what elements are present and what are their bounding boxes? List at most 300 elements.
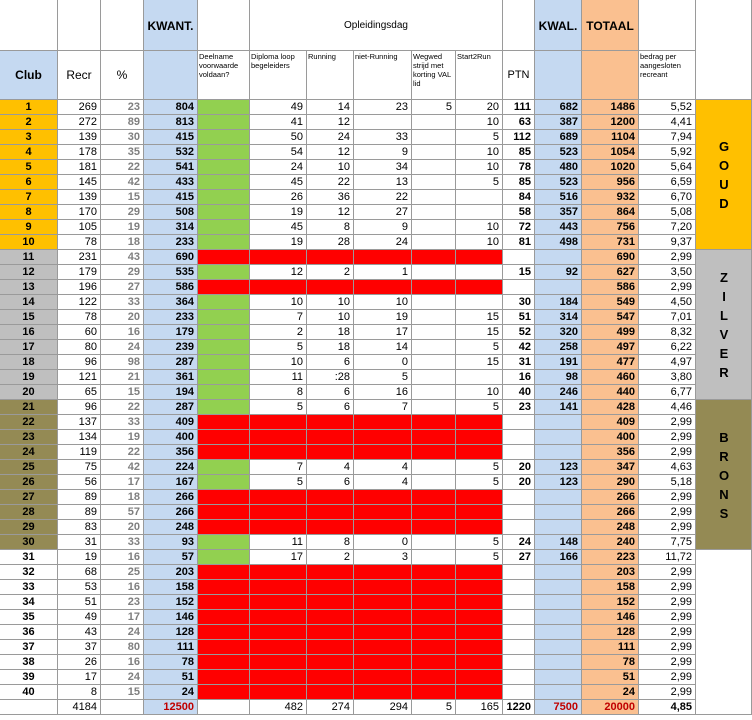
kwal-cell: 314: [535, 310, 582, 325]
club-cell: 17: [0, 340, 58, 355]
s2r-cell: [456, 505, 503, 520]
niet-cell: 22: [354, 190, 412, 205]
condition-cell: [198, 220, 250, 235]
totaal-cell: 547: [582, 310, 639, 325]
kwant-cell: 541: [144, 160, 198, 175]
total-wegwed: 5: [412, 700, 456, 715]
pct-cell: 20: [101, 520, 144, 535]
kwal-cell: [535, 490, 582, 505]
condition-cell: [198, 100, 250, 115]
wegwed-cell: [412, 565, 456, 580]
running-cell: [307, 280, 354, 295]
recr-cell: 8: [58, 685, 101, 700]
kwal-cell: [535, 280, 582, 295]
bedrag-cell: 2,99: [639, 505, 696, 520]
header-totaal: [582, 51, 639, 100]
wegwed-cell: [412, 520, 456, 535]
header-wegwed: Wegwed strijd met korting VAL lid: [412, 51, 456, 100]
diploma-cell: [250, 415, 307, 430]
pct-cell: 29: [101, 205, 144, 220]
running-cell: 6: [307, 385, 354, 400]
diploma-cell: [250, 490, 307, 505]
ptn-cell: [503, 640, 535, 655]
kwal-cell: [535, 640, 582, 655]
total-ptn: 1220: [503, 700, 535, 715]
kwal-cell: 184: [535, 295, 582, 310]
header-blank-tier: [696, 0, 752, 100]
wegwed-cell: [412, 640, 456, 655]
s2r-cell: [456, 265, 503, 280]
club-cell: 10: [0, 235, 58, 250]
diploma-cell: 49: [250, 100, 307, 115]
club-cell: 13: [0, 280, 58, 295]
diploma-cell: 26: [250, 190, 307, 205]
condition-cell: [198, 565, 250, 580]
bedrag-cell: 6,77: [639, 385, 696, 400]
bedrag-cell: 2,99: [639, 670, 696, 685]
kwal-cell: [535, 565, 582, 580]
tier-letter: L: [720, 308, 728, 323]
diploma-cell: 54: [250, 145, 307, 160]
recr-cell: 31: [58, 535, 101, 550]
header-niet: niet-Running: [354, 51, 412, 100]
bedrag-cell: 2,99: [639, 490, 696, 505]
kwal-cell: [535, 445, 582, 460]
kwant-cell: 158: [144, 580, 198, 595]
pct-cell: 33: [101, 415, 144, 430]
condition-cell: [198, 475, 250, 490]
totaal-cell: 203: [582, 565, 639, 580]
totaal-cell: 152: [582, 595, 639, 610]
header-blank-ptn: [503, 0, 535, 51]
niet-cell: [354, 505, 412, 520]
totaal-cell: 347: [582, 460, 639, 475]
s2r-cell: [456, 205, 503, 220]
running-cell: 10: [307, 310, 354, 325]
club-cell: 40: [0, 685, 58, 700]
s2r-cell: [456, 610, 503, 625]
ptn-cell: 112: [503, 130, 535, 145]
pct-cell: 15: [101, 385, 144, 400]
wegwed-cell: [412, 535, 456, 550]
header-bedrag: bedrag per aangesloten recreant: [639, 51, 696, 100]
club-cell: 30: [0, 535, 58, 550]
wegwed-cell: [412, 610, 456, 625]
bedrag-cell: 2,99: [639, 445, 696, 460]
kwant-cell: 57: [144, 550, 198, 565]
niet-cell: 3: [354, 550, 412, 565]
bedrag-cell: 6,70: [639, 190, 696, 205]
running-cell: [307, 505, 354, 520]
club-cell: 36: [0, 625, 58, 640]
wegwed-cell: [412, 235, 456, 250]
running-cell: 12: [307, 115, 354, 130]
tier-letter: N: [719, 486, 729, 502]
pct-cell: 15: [101, 190, 144, 205]
condition-cell: [198, 490, 250, 505]
kwant-cell: 813: [144, 115, 198, 130]
running-cell: 24: [307, 130, 354, 145]
bedrag-cell: 8,32: [639, 325, 696, 340]
niet-cell: [354, 580, 412, 595]
header-opleidingsdag: Opleidingsdag: [250, 0, 503, 51]
diploma-cell: 12: [250, 265, 307, 280]
club-cell: 38: [0, 655, 58, 670]
recr-cell: 137: [58, 415, 101, 430]
kwant-cell: 167: [144, 475, 198, 490]
condition-cell: [198, 580, 250, 595]
club-cell: 33: [0, 580, 58, 595]
totaal-cell: 78: [582, 655, 639, 670]
kwant-cell: 586: [144, 280, 198, 295]
totaal-cell: 223: [582, 550, 639, 565]
totaal-cell: 240: [582, 535, 639, 550]
wegwed-cell: [412, 115, 456, 130]
s2r-cell: [456, 415, 503, 430]
header-cond: Deelname voorwaarde voldaan?: [198, 51, 250, 100]
ptn-cell: 31: [503, 355, 535, 370]
total-kwal: 7500: [535, 700, 582, 715]
kwal-cell: 498: [535, 235, 582, 250]
recr-cell: 119: [58, 445, 101, 460]
wegwed-cell: [412, 385, 456, 400]
totaal-cell: 356: [582, 445, 639, 460]
kwant-cell: 111: [144, 640, 198, 655]
totaal-cell: 1104: [582, 130, 639, 145]
condition-cell: [198, 640, 250, 655]
tier-letter: U: [719, 177, 729, 192]
recr-cell: 43: [58, 625, 101, 640]
wegwed-cell: 5: [412, 100, 456, 115]
club-cell: 35: [0, 610, 58, 625]
ptn-cell: 20: [503, 460, 535, 475]
s2r-cell: [456, 250, 503, 265]
recr-cell: 17: [58, 670, 101, 685]
tier-panel-zilver: [696, 250, 752, 400]
wegwed-cell: [412, 460, 456, 475]
condition-cell: [198, 130, 250, 145]
condition-cell: [198, 235, 250, 250]
s2r-cell: 10: [456, 220, 503, 235]
running-cell: 10: [307, 160, 354, 175]
condition-cell: [198, 325, 250, 340]
bedrag-cell: 2,99: [639, 595, 696, 610]
header-recr: Recr: [58, 51, 101, 100]
ptn-cell: [503, 670, 535, 685]
niet-cell: 5: [354, 370, 412, 385]
kwal-cell: 92: [535, 265, 582, 280]
niet-cell: 9: [354, 220, 412, 235]
kwant-cell: 690: [144, 250, 198, 265]
running-cell: [307, 490, 354, 505]
club-cell: 2: [0, 115, 58, 130]
totaal-cell: 586: [582, 280, 639, 295]
kwal-cell: [535, 670, 582, 685]
pct-cell: 16: [101, 325, 144, 340]
condition-cell: [198, 430, 250, 445]
niet-cell: [354, 280, 412, 295]
wegwed-cell: [412, 370, 456, 385]
kwal-cell: 123: [535, 460, 582, 475]
condition-cell: [198, 280, 250, 295]
club-cell: 1: [0, 100, 58, 115]
diploma-cell: [250, 280, 307, 295]
header-blank-cond: [198, 0, 250, 51]
diploma-cell: [250, 430, 307, 445]
bedrag-cell: 2,99: [639, 640, 696, 655]
diploma-cell: 41: [250, 115, 307, 130]
pct-cell: 89: [101, 115, 144, 130]
wegwed-cell: [412, 280, 456, 295]
pct-cell: 15: [101, 685, 144, 700]
kwant-cell: 78: [144, 655, 198, 670]
niet-cell: [354, 115, 412, 130]
niet-cell: 19: [354, 310, 412, 325]
wegwed-cell: [412, 415, 456, 430]
diploma-cell: [250, 565, 307, 580]
recr-cell: 56: [58, 475, 101, 490]
totaal-cell: 690: [582, 250, 639, 265]
wegwed-cell: [412, 355, 456, 370]
bedrag-cell: 2,99: [639, 625, 696, 640]
s2r-cell: [456, 655, 503, 670]
pct-cell: 19: [101, 220, 144, 235]
kwant-cell: 361: [144, 370, 198, 385]
condition-cell: [198, 205, 250, 220]
kwant-cell: 194: [144, 385, 198, 400]
kwal-cell: [535, 415, 582, 430]
kwant-cell: 51: [144, 670, 198, 685]
kwant-cell: 356: [144, 445, 198, 460]
s2r-cell: 10: [456, 145, 503, 160]
kwant-cell: 415: [144, 130, 198, 145]
recr-cell: 170: [58, 205, 101, 220]
recr-cell: 272: [58, 115, 101, 130]
running-cell: 2: [307, 550, 354, 565]
running-cell: 6: [307, 355, 354, 370]
ptn-cell: [503, 655, 535, 670]
totaal-cell: 290: [582, 475, 639, 490]
tier-panel-brons: [696, 400, 752, 550]
kwant-cell: 248: [144, 520, 198, 535]
running-cell: :28: [307, 370, 354, 385]
wegwed-cell: [412, 325, 456, 340]
condition-cell: [198, 340, 250, 355]
ptn-cell: 63: [503, 115, 535, 130]
wegwed-cell: [412, 130, 456, 145]
bedrag-cell: 5,92: [639, 145, 696, 160]
running-cell: [307, 580, 354, 595]
kwant-cell: 152: [144, 595, 198, 610]
ptn-cell: [503, 565, 535, 580]
kwal-cell: 523: [535, 175, 582, 190]
s2r-cell: 15: [456, 310, 503, 325]
diploma-cell: [250, 655, 307, 670]
s2r-cell: [456, 190, 503, 205]
diploma-cell: [250, 520, 307, 535]
bedrag-cell: 2,99: [639, 280, 696, 295]
club-cell: 6: [0, 175, 58, 190]
diploma-cell: 45: [250, 175, 307, 190]
pct-cell: 16: [101, 580, 144, 595]
kwant-cell: 146: [144, 610, 198, 625]
niet-cell: 0: [354, 355, 412, 370]
club-cell: 8: [0, 205, 58, 220]
diploma-cell: [250, 250, 307, 265]
recr-cell: 122: [58, 295, 101, 310]
niet-cell: [354, 655, 412, 670]
running-cell: [307, 640, 354, 655]
condition-cell: [198, 355, 250, 370]
kwal-cell: [535, 505, 582, 520]
recr-cell: 181: [58, 160, 101, 175]
totaal-cell: 128: [582, 625, 639, 640]
diploma-cell: [250, 685, 307, 700]
bedrag-cell: 6,22: [639, 340, 696, 355]
total-s2r: 165: [456, 700, 503, 715]
condition-cell: [198, 610, 250, 625]
bedrag-cell: 2,99: [639, 655, 696, 670]
totaal-cell: 460: [582, 370, 639, 385]
wegwed-cell: [412, 670, 456, 685]
running-cell: [307, 655, 354, 670]
bedrag-cell: 6,59: [639, 175, 696, 190]
club-cell: 20: [0, 385, 58, 400]
kwal-cell: 682: [535, 100, 582, 115]
running-cell: [307, 610, 354, 625]
wegwed-cell: [412, 190, 456, 205]
kwant-cell: 400: [144, 430, 198, 445]
wegwed-cell: [412, 265, 456, 280]
s2r-cell: [456, 445, 503, 460]
s2r-cell: [456, 565, 503, 580]
pct-cell: 35: [101, 145, 144, 160]
running-cell: 10: [307, 295, 354, 310]
kwant-cell: 415: [144, 190, 198, 205]
total-totaal: 20000: [582, 700, 639, 715]
club-cell: 24: [0, 445, 58, 460]
condition-cell: [198, 400, 250, 415]
niet-cell: [354, 610, 412, 625]
s2r-cell: [456, 520, 503, 535]
club-cell: 28: [0, 505, 58, 520]
niet-cell: 10: [354, 295, 412, 310]
ptn-cell: 27: [503, 550, 535, 565]
club-cell: 21: [0, 400, 58, 415]
kwant-cell: 233: [144, 235, 198, 250]
total-pct: [101, 700, 144, 715]
kwant-cell: 508: [144, 205, 198, 220]
pct-cell: 42: [101, 175, 144, 190]
pct-cell: 29: [101, 265, 144, 280]
s2r-cell: [456, 595, 503, 610]
header-kwal: KWAL.: [535, 0, 582, 51]
kwal-cell: [535, 595, 582, 610]
diploma-cell: 19: [250, 235, 307, 250]
wegwed-cell: [412, 220, 456, 235]
pct-cell: 33: [101, 295, 144, 310]
totaal-cell: 266: [582, 505, 639, 520]
club-cell: 12: [0, 265, 58, 280]
club-cell: 18: [0, 355, 58, 370]
tier-letter: G: [718, 139, 730, 154]
ptn-cell: 85: [503, 145, 535, 160]
running-cell: [307, 565, 354, 580]
niet-cell: 34: [354, 160, 412, 175]
diploma-cell: 24: [250, 160, 307, 175]
condition-cell: [198, 505, 250, 520]
recr-cell: 65: [58, 385, 101, 400]
ptn-cell: [503, 595, 535, 610]
condition-cell: [198, 115, 250, 130]
running-cell: 36: [307, 190, 354, 205]
ptn-cell: [503, 445, 535, 460]
totaal-cell: 731: [582, 235, 639, 250]
recr-cell: 60: [58, 325, 101, 340]
club-cell: 39: [0, 670, 58, 685]
wegwed-cell: [412, 490, 456, 505]
tier-letter: R: [719, 365, 729, 380]
s2r-cell: [456, 370, 503, 385]
ptn-cell: 23: [503, 400, 535, 415]
kwant-cell: 314: [144, 220, 198, 235]
kwal-cell: [535, 250, 582, 265]
total-niet: 294: [354, 700, 412, 715]
kwant-cell: 364: [144, 295, 198, 310]
kwant-cell: 433: [144, 175, 198, 190]
kwal-cell: [535, 520, 582, 535]
kwant-cell: 233: [144, 310, 198, 325]
s2r-cell: 5: [456, 550, 503, 565]
condition-cell: [198, 295, 250, 310]
diploma-cell: [250, 640, 307, 655]
s2r-cell: 5: [456, 130, 503, 145]
tier-letter: Z: [720, 270, 728, 285]
recr-cell: 80: [58, 340, 101, 355]
recr-cell: 145: [58, 175, 101, 190]
diploma-cell: 8: [250, 385, 307, 400]
niet-cell: 16: [354, 385, 412, 400]
ptn-cell: 85: [503, 175, 535, 190]
totaal-cell: 956: [582, 175, 639, 190]
running-cell: [307, 445, 354, 460]
pct-cell: 30: [101, 130, 144, 145]
club-cell: 16: [0, 325, 58, 340]
kwant-cell: 266: [144, 505, 198, 520]
ptn-cell: [503, 685, 535, 700]
diploma-cell: 5: [250, 400, 307, 415]
totaal-cell: 864: [582, 205, 639, 220]
totaal-cell: 932: [582, 190, 639, 205]
kwal-cell: 148: [535, 535, 582, 550]
club-cell: 14: [0, 295, 58, 310]
diploma-cell: 11: [250, 535, 307, 550]
niet-cell: 1: [354, 265, 412, 280]
kwal-cell: [535, 625, 582, 640]
condition-cell: [198, 175, 250, 190]
pct-cell: 24: [101, 625, 144, 640]
header-blank-recr: [58, 0, 101, 51]
condition-cell: [198, 370, 250, 385]
recr-cell: 96: [58, 355, 101, 370]
total-club: [0, 700, 58, 715]
recr-cell: 83: [58, 520, 101, 535]
header-s2r: Start2Run: [456, 51, 503, 100]
diploma-cell: [250, 625, 307, 640]
club-cell: 26: [0, 475, 58, 490]
kwant-cell: 266: [144, 490, 198, 505]
totaal-cell: 1020: [582, 160, 639, 175]
